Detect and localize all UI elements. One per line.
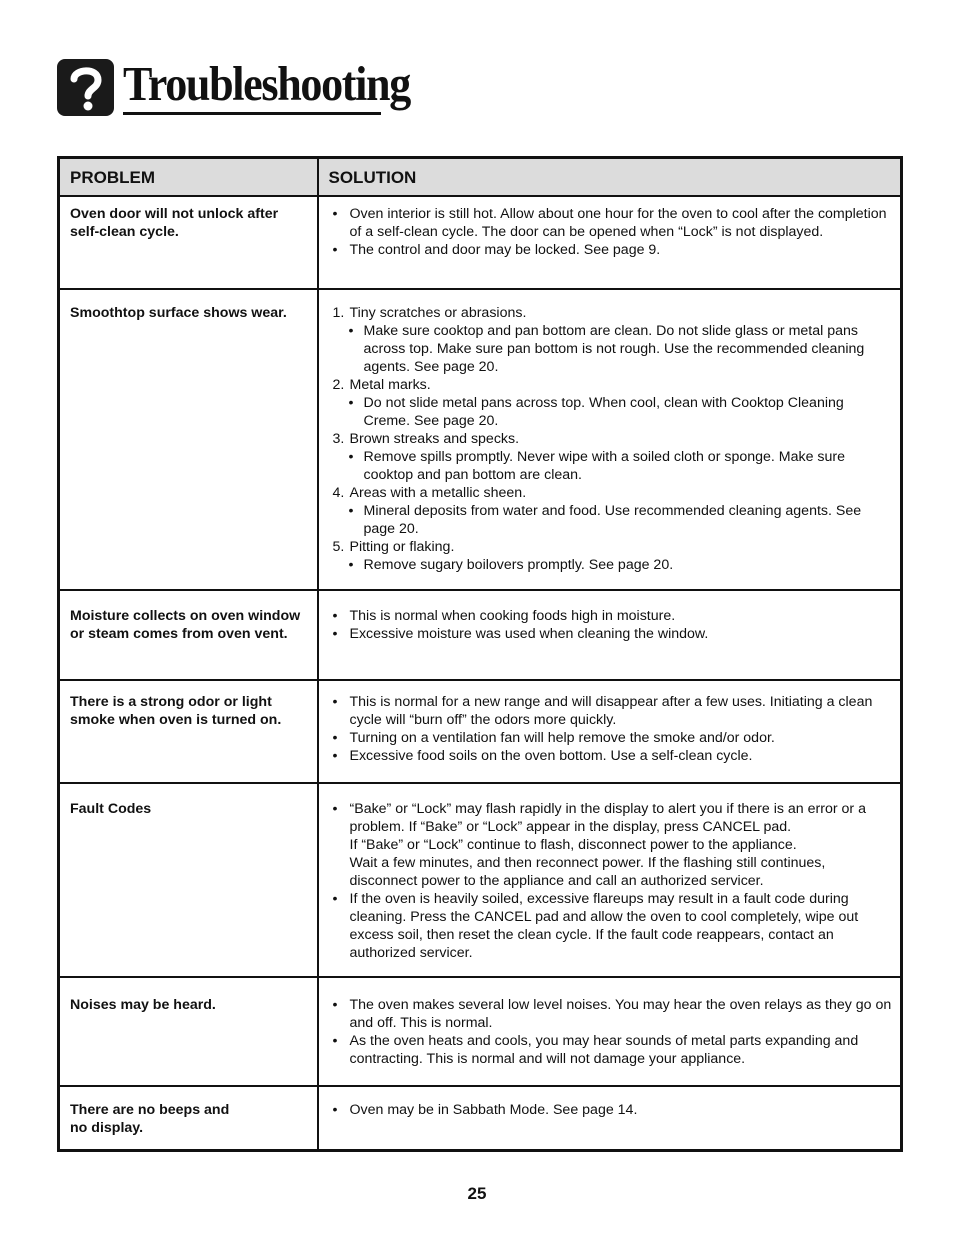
item-text: Metal marks.	[349, 377, 431, 393]
solution-bullet: • Turning on a ventilation fan will help remove the smoke and/or odor.	[329, 729, 893, 747]
table-row	[59, 680, 902, 783]
fault-line: If “Bake” or “Lock” continue to flash, disconnect power to the appliance.	[349, 837, 797, 853]
solution-bullet: • If the oven is heavily soiled, excessive flareups may result in a fault code during cleaning. Press the CANCEL pad and allow the oven to cool completely, wipe out excess soil, then reset the clean cycle. If the fault code reappears, contact an authorized servicer.	[329, 890, 893, 962]
solution-bullet: • This is normal for a new range and will disappear after a few uses. Initiating a clean cycle will “burn off” the odors more quickly.	[329, 693, 893, 729]
sub-bullet: • Remove sugary boilovers promptly. See page 20.	[329, 556, 893, 574]
fault-line: • “Bake” or “Lock” may flash rapidly in the display to alert you if there is an error or a problem. If “Bake” or “Lock” appear in the display, press CANCEL pad.	[349, 801, 866, 835]
problem-cell: Oven door will not unlock after self-clean cycle.	[59, 196, 318, 289]
problem-cell: Noises may be heard.	[59, 977, 318, 1086]
solution-cell	[318, 783, 902, 977]
title-underline	[123, 112, 381, 115]
problem-cell: Fault Codes	[59, 783, 318, 977]
numbered-item	[329, 484, 893, 502]
sub-bullet: • Do not slide metal pans across top. When cool, clean with Cooktop Cleaning Creme. See page 20.	[329, 394, 893, 430]
item-text: Areas with a metallic sheen.	[349, 485, 527, 501]
table-row	[59, 783, 902, 977]
troubleshooting-table	[57, 156, 903, 1152]
numbered-item	[329, 538, 893, 556]
solution-bullet: • Oven interior is still hot. Allow about one hour for the oven to cool after the completion of a self-clean cycle. The door can be opened when “Lock” is not displayed.	[329, 205, 893, 241]
solution-bullet: • The oven makes several low level noises. You may hear the oven relays as they go on and off. This is normal.	[329, 996, 893, 1032]
problem-line: no display.	[70, 1120, 144, 1136]
item-number: 4.	[332, 485, 345, 501]
table-row	[59, 590, 902, 680]
solution-cell	[318, 590, 902, 680]
solution-cell	[318, 680, 902, 783]
item-text: Brown streaks and specks.	[349, 431, 520, 447]
page-title: Troubleshooting	[123, 56, 410, 111]
solution-bullet: • Oven may be in Sabbath Mode. See page 14.	[329, 1101, 893, 1119]
solution-bullet: • Excessive moisture was used when cleaning the window.	[329, 625, 893, 643]
item-number: 3.	[332, 431, 345, 447]
table-row	[59, 196, 902, 289]
problem-cell: Smoothtop surface shows wear.	[59, 289, 318, 590]
solution-cell	[318, 1086, 902, 1151]
solution-bullet: • This is normal when cooking foods high in moisture.	[329, 607, 893, 625]
fault-line: Wait a few minutes, and then reconnect power. If the flashing still continues, disconnect power to the appliance and call an authorized servicer.	[349, 855, 826, 889]
numbered-item	[329, 304, 893, 322]
item-text: Tiny scratches or abrasions.	[349, 305, 527, 321]
problem-cell: There is a strong odor or light smoke when oven is turned on.	[59, 680, 318, 783]
item-number: 1.	[332, 305, 345, 321]
numbered-item	[329, 430, 893, 448]
sub-bullet: • Mineral deposits from water and food. Use recommended cleaning agents. See page 20.	[329, 502, 893, 538]
page-number: 25	[467, 1184, 487, 1203]
item-number: 5.	[332, 539, 345, 555]
table-row	[59, 977, 902, 1086]
solution-bullet: • The control and door may be locked. See page 9.	[329, 241, 893, 259]
solution-cell	[318, 289, 902, 590]
question-mark-icon	[57, 59, 114, 116]
problem-cell: Moisture collects on oven window or steam comes from oven vent.	[59, 590, 318, 680]
table-row	[59, 1086, 902, 1151]
table-row	[59, 289, 902, 590]
header-problem: PROBLEM	[59, 158, 318, 197]
solution-cell	[318, 196, 902, 289]
sub-bullet: • Remove spills promptly. Never wipe with a soiled cloth or sponge. Make sure cooktop and pan bottom are clean.	[329, 448, 893, 484]
problem-line: There are no beeps and	[70, 1102, 230, 1118]
item-number: 2.	[332, 377, 345, 393]
numbered-item	[329, 376, 893, 394]
solution-cell	[318, 977, 902, 1086]
problem-cell	[59, 1086, 318, 1151]
solution-bullet: • Excessive food soils on the oven bottom. Use a self-clean cycle.	[329, 747, 893, 765]
table-header-row	[59, 158, 902, 197]
solution-bullet	[329, 800, 893, 890]
header-solution: SOLUTION	[318, 158, 902, 197]
item-text: Pitting or flaking.	[349, 539, 455, 555]
solution-bullet: • As the oven heats and cools, you may hear sounds of metal parts expanding and contracting. This is normal and will not damage your appliance.	[329, 1032, 893, 1068]
sub-bullet: • Make sure cooktop and pan bottom are clean. Do not slide glass or metal pans across top. Make sure pan bottom is not rough. Use the recommended cleaning agents. See page 20.	[329, 322, 893, 376]
